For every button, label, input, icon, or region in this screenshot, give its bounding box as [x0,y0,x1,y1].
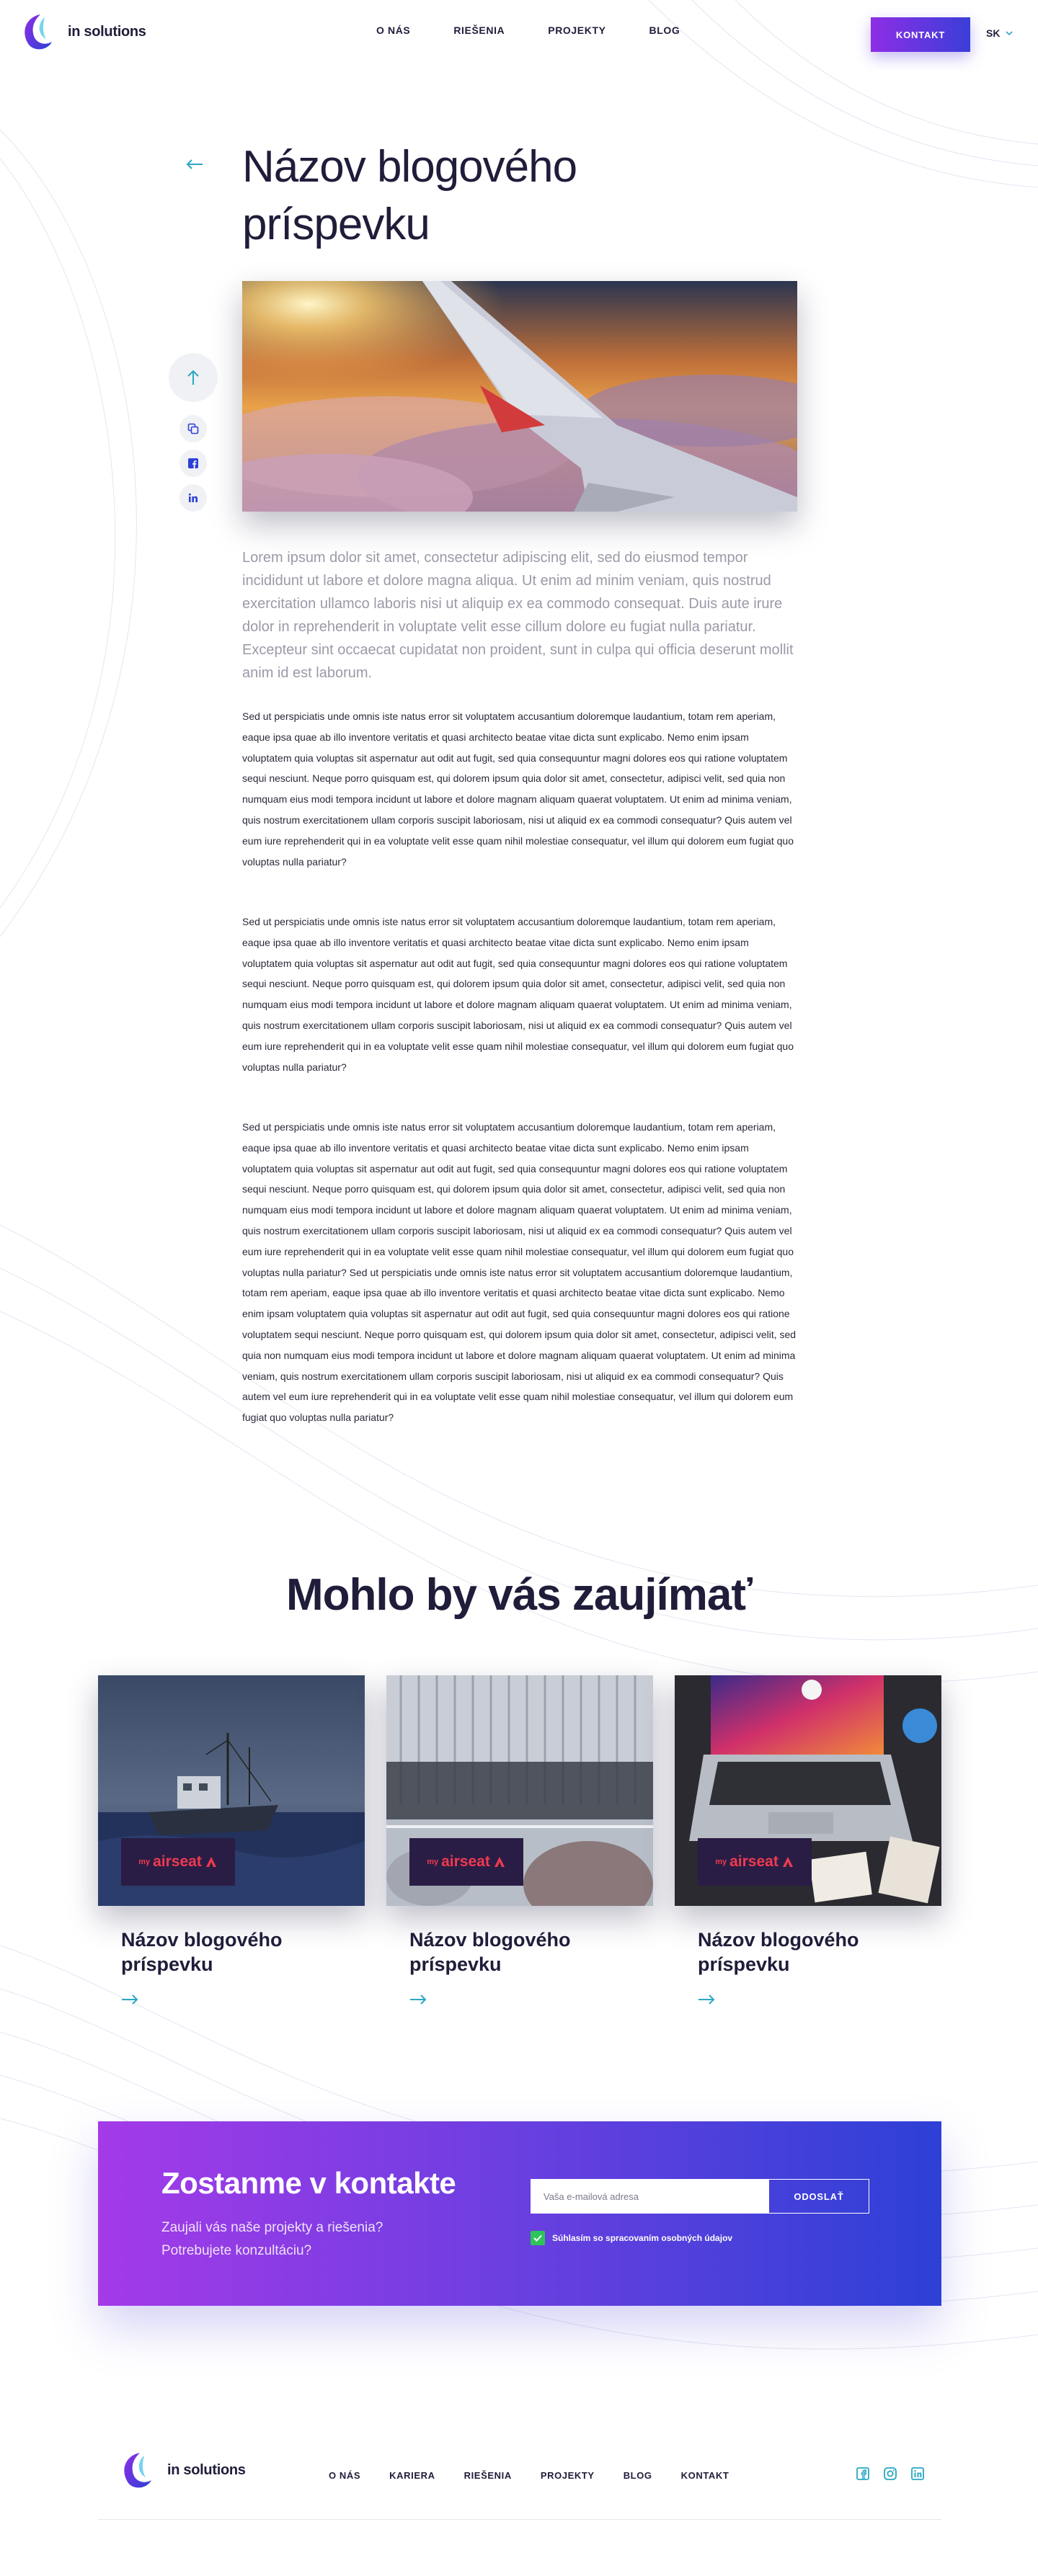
consent-checkbox-row[interactable] [531,2231,732,2245]
consent-checkbox[interactable] [531,2231,545,2245]
related-post-title[interactable]: Názov blogového príspevku [409,1929,571,1975]
instagram-icon[interactable] [882,2466,898,2482]
chevron-down-icon [1006,30,1013,36]
main-nav [376,24,723,36]
footer-divider [98,2519,941,2520]
related-post-image [675,1675,941,1906]
airseat-logo-icon [493,1856,506,1868]
consent-label: Súhlasím so spracovaním osobných údajov [552,2233,733,2243]
site-header [0,0,1038,69]
logo-mark-icon [16,10,61,53]
footer-link-blog[interactable]: BLOG [623,2470,652,2481]
contact-subtitle: Zaujali vás naše projekty a riešenia? Potrebujete konzultáciu? [161,2220,383,2258]
article-paragraph: Sed ut perspiciatis unde omnis iste natus error sit voluptatem accusantium doloremque laudantium, totam rem aperiam, eaque ipsa quae ab illo inventore veritatis et quasi architecto beatae vitae dicta sunt explicabo. Nemo enim ipsam voluptatem quia voluptas sit aspernatur aut odit aut fugit, sed quia consequuntur magni dolores eos qui ratione voluptatem sequi nesciunt. Neque porro quisquam est, qui dolorem ipsum quia dolor sit amet, consectetur, adipisci velit, sed quia non numquam eius modi tempora incidunt ut labore et dolore magnam aliquam quaerat voluptatem. Ut enim ad minima veniam, quis nostrum exercitationem ullam corporis suscipit laboriosam, nisi ut aliquid ex ea commodi consequatur? Quis autem vel eum iure reprehenderit qui in ea voluptate velit esse quam nihil molestiae consequatur, vel illum qui dolorem eum fugiat quo voluptas nulla pariatur? [242,916,794,1073]
logo-text: in solutions [68,23,146,40]
arrow-right-icon[interactable] [121,1994,138,2005]
footer-logo[interactable] [115,2448,246,2492]
footer-link-projekty[interactable]: PROJEKTY [540,2470,595,2481]
site-footer [0,2421,1038,2576]
scroll-to-top-button[interactable] [169,353,218,402]
arrow-right-icon[interactable] [409,1994,427,2005]
related-post-card[interactable] [98,1675,365,1975]
related-post-title[interactable]: Názov blogového príspevku [121,1929,283,1975]
nav-link-blog[interactable]: BLOG [649,24,680,36]
copy-icon [187,423,199,434]
related-post-card[interactable] [386,1675,653,1975]
footer-logo-text: in solutions [167,2461,246,2478]
article-hero-image [242,281,797,512]
linkedin-icon[interactable] [910,2466,926,2482]
article-paragraph: Sed ut perspiciatis unde omnis iste natus error sit voluptatem accusantium doloremque laudantium, totam rem aperiam, eaque ipsa quae ab illo inventore veritatis et quasi architecto beatae vitae dicta sunt explicabo. Nemo enim ipsam voluptatem quia voluptas sit aspernatur aut odit aut fugit, sed quia consequuntur magni dolores eos qui ratione voluptatem sequi nesciunt. Neque porro quisquam est, qui dolorem ipsum quia dolor sit amet, consectetur, adipisci velit, sed quia non numquam eius modi tempora incidunt ut labore et dolore magnam aliquam quaerat voluptatem. Ut enim ad minima veniam, quis nostrum exercitationem ullam corporis suscipit laboriosam, nisi ut aliquid ex ea commodi consequatur? Quis autem vel eum iure reprehenderit qui in ea voluptate velit esse quam nihil molestiae consequatur, vel illum qui dolorem eum fugiat quo voluptas nulla pariatur? [242,710,794,868]
nav-link-projekty[interactable]: PROJEKTY [548,24,606,36]
footer-nav [329,2470,758,2481]
kontakt-button[interactable]: KONTAKT [871,17,970,52]
share-facebook-button[interactable] [179,450,207,477]
checkmark-icon [533,2234,542,2242]
airseat-logo-icon [781,1856,794,1868]
nav-link-riesenia[interactable]: RIEŠENIA [453,24,505,36]
share-linkedin-button[interactable] [179,484,207,512]
footer-link-kontakt[interactable]: KONTAKT [680,2470,729,2481]
linkedin-icon [188,493,198,503]
footer-link-kariera[interactable]: KARIERA [389,2470,435,2481]
related-post-image [98,1675,365,1906]
article-lead: Lorem ipsum dolor sit amet, consectetur adipiscing elit, sed do eiusmod tempor incididunt ut labore et dolore magna aliqua. Ut enim ad minim veniam, quis nostrud exercitation ullamco laboris nisi ut aliquip ex ea commodo consequat. Duis aute irure dolor in reprehenderit in voluptate velit esse cillum dolore eu fugiat nulla pariatur. Excepteur sint occaecat cupidatat non proident, sunt in culpa qui officia deserunt mollit anim id est laborum. [242,550,794,681]
logo[interactable] [16,10,146,53]
back-arrow-icon[interactable] [186,159,203,170]
related-post-title[interactable]: Názov blogového príspevku [698,1929,859,1975]
arrow-up-icon [187,370,200,385]
airseat-brand-badge: my airseat [409,1838,523,1886]
copy-link-button[interactable] [179,415,207,442]
related-post-image [386,1675,653,1906]
airseat-logo-icon [205,1856,218,1868]
facebook-icon[interactable] [855,2466,871,2482]
footer-link-o-nas[interactable]: O NÁS [329,2470,361,2481]
airseat-brand-badge: my airseat [698,1838,812,1886]
facebook-icon [188,458,198,468]
airseat-brand-badge: my airseat [121,1838,235,1886]
article-title: Názov blogového príspevku [242,142,577,249]
related-post-card[interactable] [675,1675,941,1975]
contact-title: Zostanme v kontakte [161,2166,456,2200]
contact-banner [98,2121,941,2306]
nav-link-o-nas[interactable]: O NÁS [376,24,411,36]
language-label: SK [986,27,1001,39]
article-paragraph: Sed ut perspiciatis unde omnis iste natus error sit voluptatem accusantium doloremque laudantium, totam rem aperiam, eaque ipsa quae ab illo inventore veritatis et quasi architecto beatae vitae dicta sunt explicabo. Nemo enim ipsam voluptatem quia voluptas sit aspernatur aut odit aut fugit, sed quia consequuntur magni dolores eos qui ratione voluptatem sequi nesciunt. Neque porro quisquam est, qui dolorem ipsum quia dolor sit amet, consectetur, adipisci velit, sed quia non numquam eius modi tempora incidunt ut labore et dolore magnam aliquam quaerat voluptatem. Ut enim ad minima veniam, quis nostrum exercitationem ullam corporis suscipit laboriosam, nisi ut aliquid ex ea commodi consequatur? Quis autem vel eum iure reprehenderit qui in ea voluptate velit esse quam nihil molestiae consequatur, vel illum qui dolorem eum fugiat quo voluptas nulla pariatur? Sed ut perspiciatis unde omnis iste natus error sit voluptatem accusantium doloremque laudantium, totam rem aperiam, eaque ipsa quae ab illo inventore veritatis et quasi architecto beatae vitae dicta sunt explicabo. Nemo enim ipsam voluptatem quia voluptas sit aspernatur aut odit aut fugit, sed quia consequuntur magni dolores eos qui ratione voluptatem sequi nesciunt. Neque porro quisquam est, qui dolorem ipsum quia dolor sit amet, consectetur, adipisci velit, sed quia non numquam eius modi tempora incidunt ut labore et dolore magnam aliquam quaerat voluptatem. Ut enim ad minima veniam, quis nostrum exercitationem ullam corporis suscipit laboriosam, nisi ut aliquid ex ea commodi consequatur? Quis autem vel eum iure reprehenderit qui in ea voluptate velit esse quam nihil molestiae consequatur, vel illum qui dolorem eum fugiat quo voluptas nulla pariatur? [242,1121,797,1424]
language-selector[interactable] [986,27,1013,39]
related-section-title: Mohlo by vás zaujímať [285,1570,753,1620]
submit-button[interactable]: ODOSLAŤ [768,2179,869,2214]
footer-link-riesenia[interactable]: RIEŠENIA [463,2470,512,2481]
arrow-right-icon[interactable] [698,1994,715,2005]
logo-mark-icon [115,2448,160,2492]
email-input[interactable] [531,2179,768,2214]
